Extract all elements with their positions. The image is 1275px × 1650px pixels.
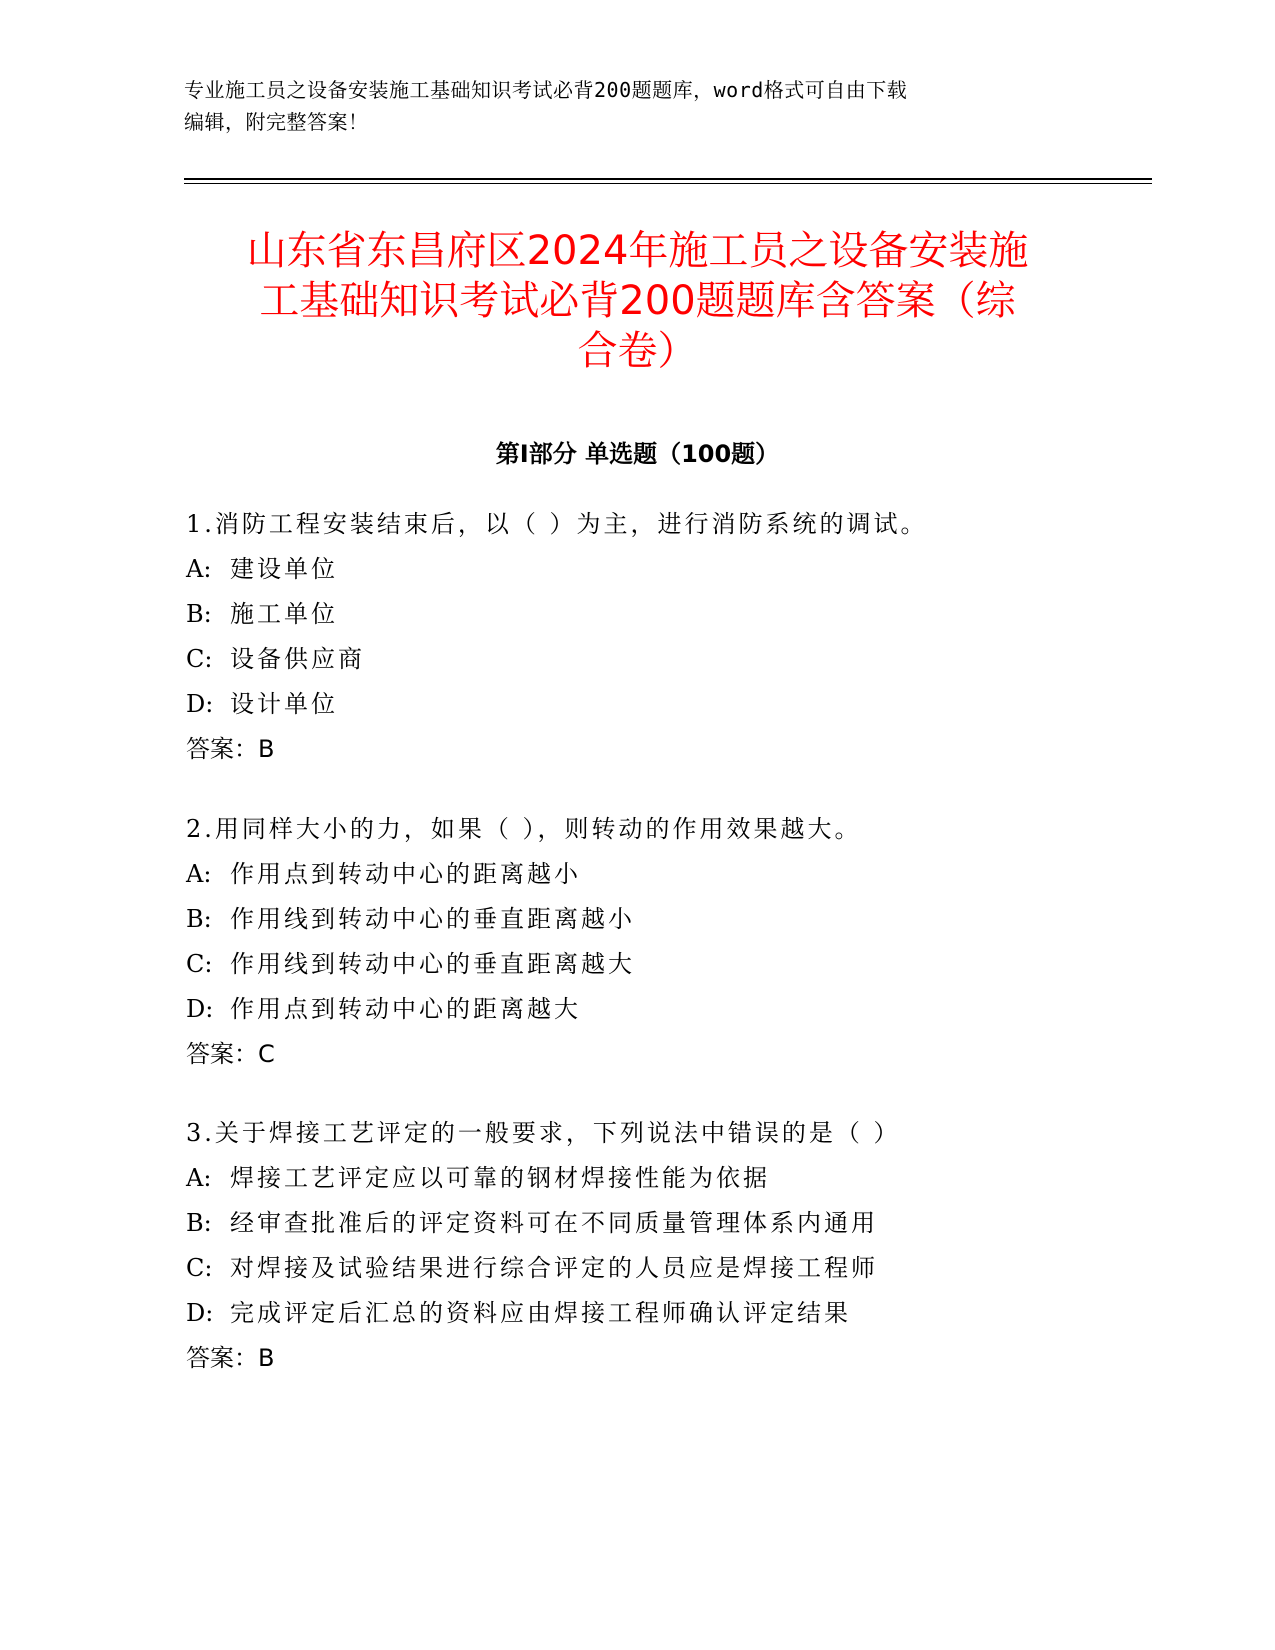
option-text: 经审查批准后的评定资料可在不同质量管理体系内通用 — [230, 1209, 878, 1237]
option-letter: D: — [186, 1299, 214, 1327]
option-a — [186, 554, 338, 584]
option-text: 作用线到转动中心的垂直距离越小 — [230, 905, 635, 933]
option-letter: D: — [186, 995, 214, 1023]
option-letter: C: — [186, 950, 213, 978]
header-note-line: 编辑，附完整答案！ — [184, 110, 369, 134]
question-stem: 3.关于焊接工艺评定的一般要求，下列说法中错误的是（ ） — [186, 1119, 901, 1147]
option-text: 设计单位 — [230, 690, 338, 718]
header-divider-thin — [184, 183, 1152, 184]
section-title: 第Ⅰ部分 单选题（100题） — [495, 440, 780, 468]
option-d — [186, 994, 581, 1024]
option-letter: D: — [186, 690, 214, 718]
answer-line: 答案：C — [186, 1040, 275, 1068]
question-stem: 2.用同样大小的力，如果（ ），则转动的作用效果越大。 — [186, 815, 862, 843]
option-letter: A: — [186, 1164, 212, 1192]
document-title — [170, 226, 1105, 376]
option-b — [186, 599, 338, 629]
option-d — [186, 1298, 851, 1328]
header-note — [184, 74, 1064, 138]
title-line: 山东省东昌府区2024年施工员之设备安装施 — [246, 228, 1029, 274]
option-text: 焊接工艺评定应以可靠的钢材焊接性能为依据 — [230, 1164, 770, 1192]
option-text: 完成评定后汇总的资料应由焊接工程师确认评定结果 — [230, 1299, 851, 1327]
option-c — [186, 644, 365, 674]
option-letter: A: — [186, 555, 212, 583]
answer-line: 答案：B — [186, 735, 275, 763]
option-letter: B: — [186, 600, 212, 628]
option-b — [186, 904, 635, 934]
question-stem: 1.消防工程安装结束后，以（ ）为主，进行消防系统的调试。 — [186, 510, 928, 538]
title-line: 工基础知识考试必背200题题库含答案（综 — [259, 278, 1016, 324]
option-text: 作用点到转动中心的距离越小 — [230, 860, 581, 888]
option-letter: B: — [186, 1209, 212, 1237]
header-divider — [184, 178, 1152, 180]
option-letter: A: — [186, 860, 212, 888]
option-a — [186, 859, 581, 889]
option-text: 设备供应商 — [230, 645, 365, 673]
option-c — [186, 949, 635, 979]
option-text: 作用线到转动中心的垂直距离越大 — [230, 950, 635, 978]
answer-line: 答案：B — [186, 1344, 275, 1372]
option-text: 作用点到转动中心的距离越大 — [230, 995, 581, 1023]
option-letter: C: — [186, 1254, 213, 1282]
option-a — [186, 1163, 770, 1193]
option-d — [186, 689, 338, 719]
title-line: 合卷） — [577, 328, 698, 374]
option-text: 施工单位 — [230, 600, 338, 628]
option-letter: C: — [186, 645, 213, 673]
option-b — [186, 1208, 878, 1238]
option-text: 建设单位 — [230, 555, 338, 583]
option-text: 对焊接及试验结果进行综合评定的人员应是焊接工程师 — [230, 1254, 878, 1282]
option-letter: B: — [186, 905, 212, 933]
option-c — [186, 1253, 878, 1283]
header-note-line: 专业施工员之设备安装施工基础知识考试必背200题题库，word格式可自由下载 — [184, 78, 908, 102]
